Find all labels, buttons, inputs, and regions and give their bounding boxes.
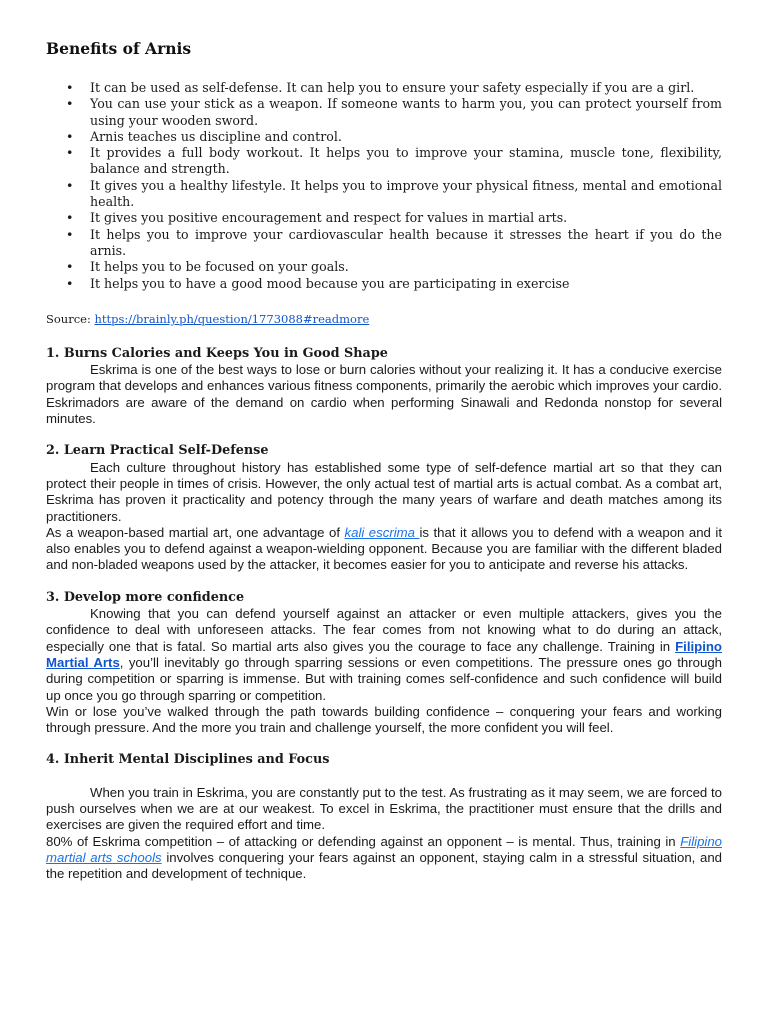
filipino-martial-arts-link[interactable]: Filipino Martial Arts bbox=[46, 638, 722, 670]
section-paragraph: Eskrima is one of the best ways to lose or burn calories without your realizing it. It has a conducive exercise program that develops and enhances various fitness components, primarily the aerobic which improves your cardio. Eskrimadors are aware of the demand on cardio when performing Sinawali and Redonda nonstop for several minutes. bbox=[46, 362, 722, 427]
list-item: • It can be used as self-defense. It can help you to ensure your safety especially if you are a girl. bbox=[90, 80, 722, 96]
section-mental-discipline bbox=[46, 752, 722, 882]
section-heading: 3. Develop more confidence bbox=[46, 589, 245, 605]
list-item: • Arnis teaches us discipline and control. bbox=[90, 129, 722, 145]
text-run: involves conquering your fears against an opponent, staying calm in a stressful situation, and the repetition and development of technique. bbox=[46, 849, 722, 882]
section-heading: 1. Burns Calories and Keeps You in Good Shape bbox=[46, 345, 388, 361]
section-paragraph: When you train in Eskrima, you are constantly put to the test. As frustrating as it may seem, we are forced to push ourselves when we are at our weakest. To excel in Eskrima, the practitioner must ensure that the drills and exercises are given the required effort and time. bbox=[46, 784, 722, 833]
kali-escrima-link[interactable]: kali escrima bbox=[344, 524, 420, 540]
list-item: • It helps you to be focused on your goals. bbox=[90, 259, 722, 275]
benefits-list bbox=[46, 80, 722, 292]
martial-arts-schools-link[interactable]: Filipino martial arts schools bbox=[46, 833, 722, 865]
source-link[interactable]: https://brainly.ph/question/1773088#readmore bbox=[94, 311, 370, 326]
list-item: • It gives you positive encouragement and respect for values in martial arts. bbox=[90, 210, 722, 226]
text-run: Knowing that you can defend yourself against an attacker or even multiple attackers, gives you the confidence to deal with unforeseen attacks. The fear comes from not knowing what to do during an attack, especially one that is fatal. So martial arts also gives you the courage to face any challenge. Training in bbox=[46, 606, 722, 654]
page-title: Benefits of Arnis bbox=[46, 39, 192, 58]
section-paragraph: Each culture throughout history has established some type of self-defence martial art so that they can protect their people in times of crisis. However, the only actual test of martial arts is actual combat. As a combat art, Eskrima has proven it practicality and potency through the many years of warfare and death matches among its practitioners. bbox=[46, 459, 722, 524]
section-heading: 4. Inherit Mental Disciplines and Focus bbox=[46, 752, 330, 768]
text-run: is that it allows you to defend with a weapon and it also enables you to defend against a weapon-wielding opponent. Because you are familiar with the different bladed and non-bladed weapons used by the attacker, it becomes easier for you to anticipate and reverse his attacks. bbox=[46, 524, 722, 573]
section-paragraph bbox=[46, 606, 722, 704]
list-item: • It helps you to improve your cardiovascular health because it stresses the heart if you do the arnis. bbox=[90, 227, 722, 260]
section-heading: 2. Learn Practical Self-Defense bbox=[46, 443, 269, 459]
list-item: • It helps you to have a good mood because you are participating in exercise bbox=[90, 276, 722, 292]
section-paragraph bbox=[46, 834, 722, 883]
source-line bbox=[46, 312, 722, 327]
section-paragraph bbox=[46, 525, 722, 574]
section-burns-calories bbox=[46, 346, 722, 427]
section-confidence bbox=[46, 590, 722, 737]
text-run: As a weapon-based martial art, one advantage of bbox=[46, 524, 345, 540]
list-item: • It gives you a healthy lifestyle. It helps you to improve your physical fitness, mental and emotional health. bbox=[90, 178, 722, 211]
text-run: , you’ll inevitably go through sparring sessions or even competitions. The pressure ones go through during competition or sparring is immense. But with training comes self-confidence and such confidence will build up once you go through sparring or competition. bbox=[46, 654, 722, 703]
section-paragraph: Win or lose you’ve walked through the path towards building confidence – conquering your fears and working through pressure. And the more you train and challenge yourself, the more confident you will feel. bbox=[46, 703, 722, 736]
text-run: 80% of Eskrima competition – of attacking or defending against an opponent – is mental. Thus, training in bbox=[46, 833, 681, 849]
list-item: • It provides a full body workout. It helps you to improve your stamina, muscle tone, flexibility, balance and strength. bbox=[90, 145, 722, 178]
source-label: Source: bbox=[46, 311, 95, 326]
list-item: • You can use your stick as a weapon. If someone wants to harm you, you can protect yourself from using your wooden sword. bbox=[90, 96, 722, 129]
section-self-defense bbox=[46, 443, 722, 573]
